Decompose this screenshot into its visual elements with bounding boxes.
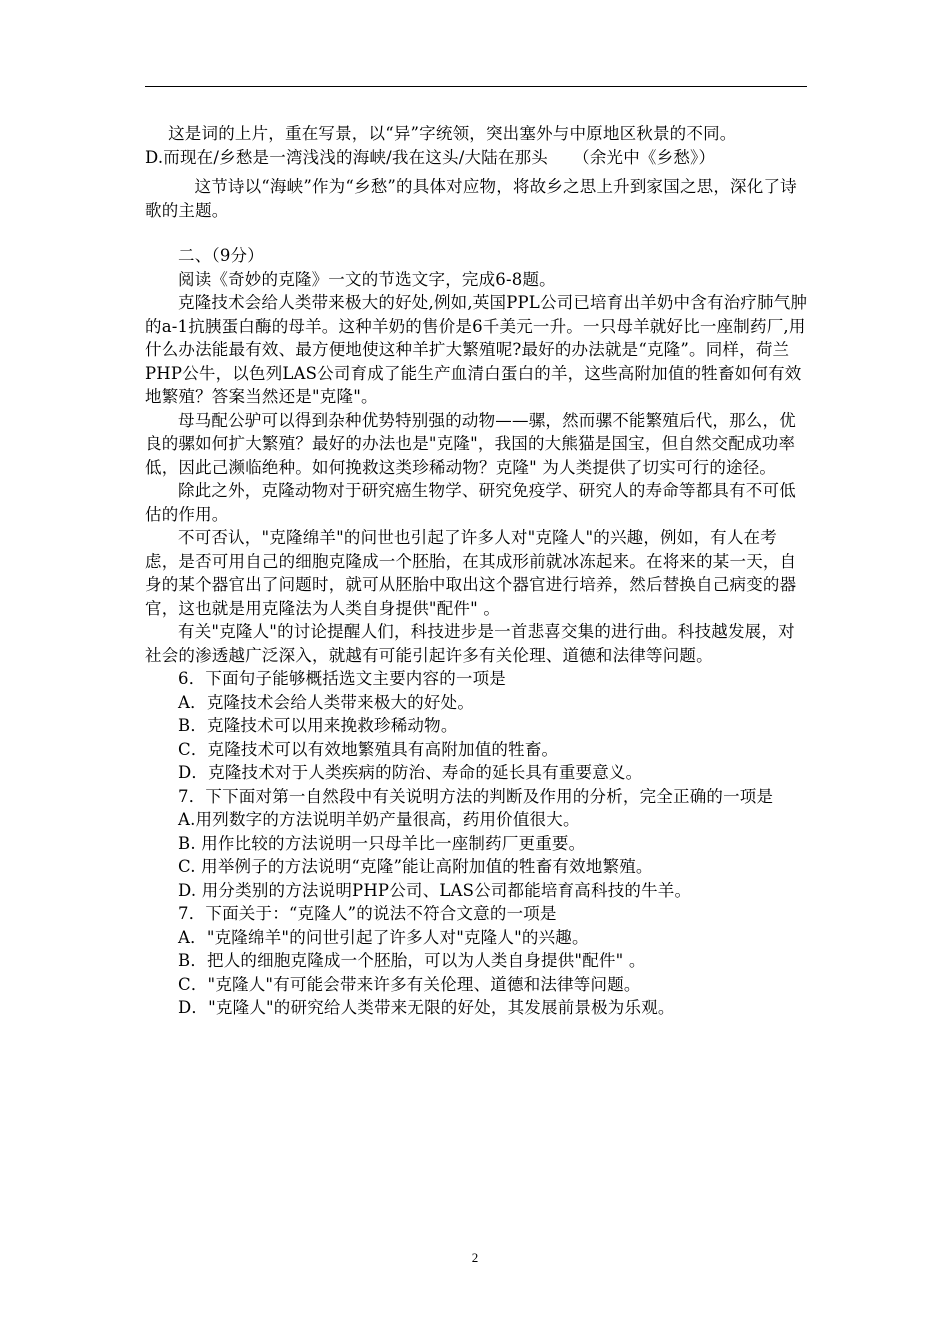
question-option: C．"克隆人"有可能会带来许多有关伦理、道德和法律等问题。: [178, 974, 641, 994]
question-option: D．克隆技术对于人类疾病的防治、寿命的延长具有重要意义。: [178, 763, 643, 782]
page-number: 2: [471, 1250, 479, 1265]
question-stem: 6．下面句子能够概括选文主要内容的一项是: [178, 669, 506, 688]
question-option: B．把人的细胞克隆成一个胚胎，可以为人类自身提供"配件" 。: [178, 951, 646, 970]
paragraph-analysis-1: 这是词的上片，重在写景，以“异”字统领，突出塞外与中原地区秋景的不同。: [168, 124, 737, 143]
section-heading: 二、（9分）: [178, 246, 264, 265]
passage-paragraph: 母马配公驴可以得到杂种优势特别强的动物——骡，然而骡不能繁殖后代，那么，优良的骡如何扩大繁殖？最好的办法也是"克隆"，我国的大熊猫是国宝，但自然交配成功率低，因此己濒临绝种。如何挽救这类珍稀动物？克隆" 为人类提供了切实可行的途径。: [145, 410, 796, 477]
question-option: D. 用分类别的方法说明PHP公司、LAS公司都能培育高科技的牛羊。: [178, 880, 692, 900]
question-option: D．"克隆人"的研究给人类带来无限的好处，其发展前景极为乐观。: [178, 998, 675, 1017]
question-stem: 7．下面关于：“克隆人”的说法不符合文意的一项是: [178, 904, 557, 923]
question-option: C．克隆技术可以有效地繁殖具有高附加值的牲畜。: [178, 739, 559, 759]
paragraph-analysis-2: 这节诗以“海峡”作为“乡愁”的具体对应物，将故乡之思上升到家国之思，深化了诗歌的主题。: [145, 177, 797, 220]
reading-instruction: 阅读《奇妙的克隆》一文的节选文字，完成6-8题。: [178, 269, 556, 289]
passage-paragraph: 有关"克隆人"的讨论提醒人们，科技进步是一首悲喜交集的进行曲。科技越发展，对社会的渗透越广泛深入，就越有可能引起许多有关伦理、道德和法律等问题。: [145, 622, 795, 665]
question-option: A.用列数字的方法说明羊奶产量很高，药用价值很大。: [178, 810, 580, 829]
passage-paragraph: 克隆技术会给人类带来极大的好处,例如,英国PPL公司已培育出羊奶中含有治疗肺气肿的a-1抗胰蛋白酶的母羊。这种羊奶的售价是6千美元一升。一只母羊就好比一座制药厂,用什么办法能最有效、最方便地使这种羊扩大繁殖呢?最好的办法就是“克隆”。同样，荷兰PHP公牛，以色列LAS公司育成了能生产血清白蛋白的羊，这些高附加值的牲畜如何有效地繁殖？答案当然还是"克隆"。: [145, 293, 808, 406]
option-d-poem: D.而现在/乡愁是一湾浅浅的海峡/我在这头/大陆在那头 （余光中《乡愁》）: [145, 147, 716, 167]
question-option: A．克隆技术会给人类带来极大的好处。: [178, 692, 475, 712]
header-rule: [145, 86, 807, 87]
question-option: B. 用作比较的方法说明一只母羊比一座制药厂更重要。: [178, 833, 586, 853]
page-content: [145, 122, 810, 1020]
question-option: C. 用举例子的方法说明“克隆”能让高附加值的牲畜有效地繁殖。: [178, 857, 653, 876]
question-stem: 7．下下面对第一自然段中有关说明方法的判断及作用的分析，完全正确的一项是: [178, 786, 774, 806]
question-option: B．克隆技术可以用来挽救珍稀动物。: [178, 716, 458, 735]
question-option: A．"克隆绵羊"的问世引起了许多人对"克隆人"的兴趣。: [178, 927, 589, 947]
passage-paragraph: 不可否认，"克隆绵羊"的问世也引起了许多人对"克隆人"的兴趣，例如，有人在考虑，是否可用自己的细胞克隆成一个胚胎，在其成形前就冰冻起来。在将来的某一天，自身的某个器官出了问题时，就可从胚胎中取出这个器官进行培养，然后替换自己病变的器官，这也就是用克隆法为人类自身提供"配件" 。: [145, 528, 797, 618]
passage-paragraph: 除此之外，克隆动物对于研究癌生物学、研究免疫学、研究人的寿命等都具有不可低估的作用。: [145, 481, 796, 524]
